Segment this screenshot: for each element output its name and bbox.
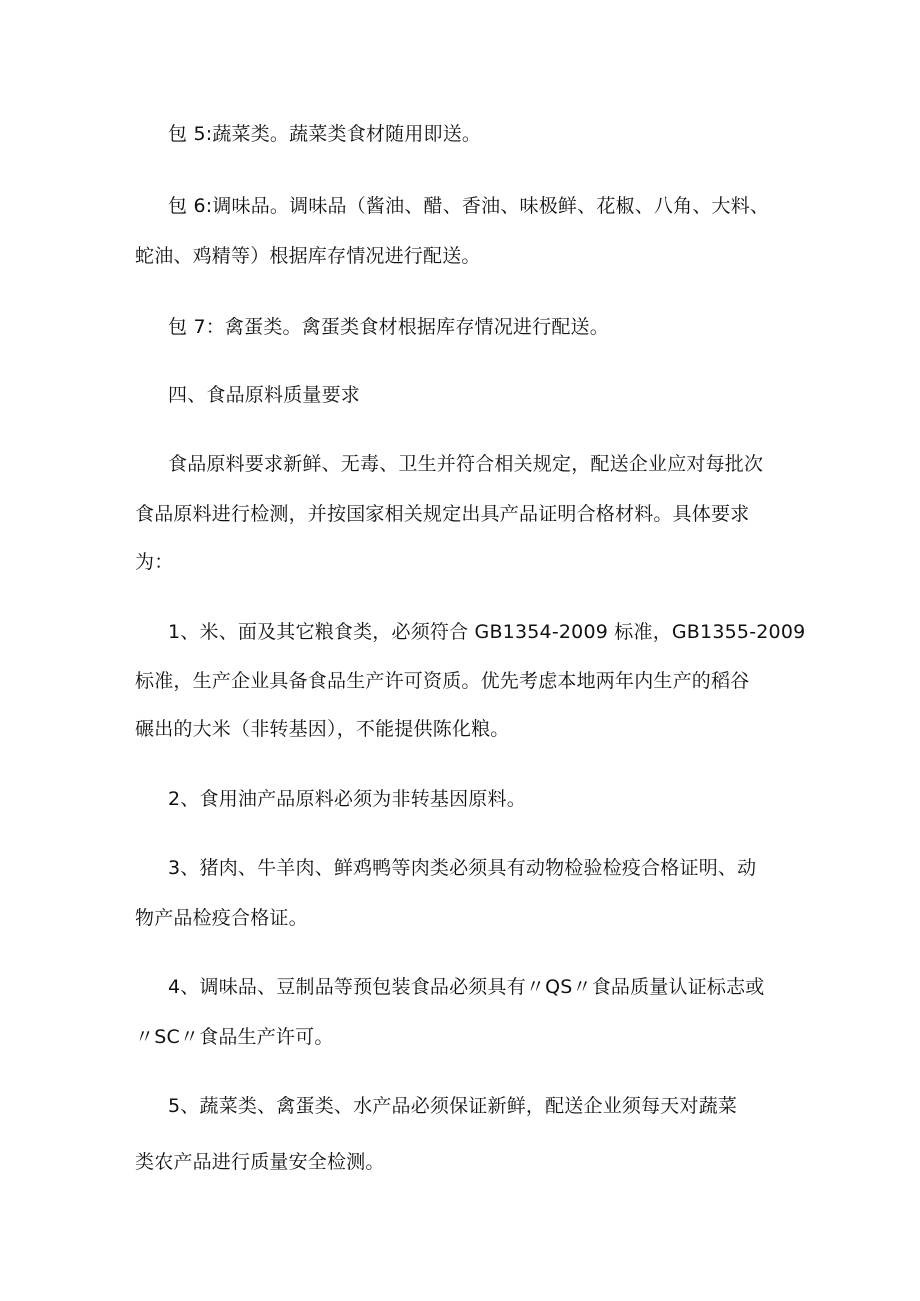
text-line-item3: 3、猪肉、牛羊肉、鲜鸡鸭等肉类必须具有动物检验检疫合格证明、动: [168, 857, 757, 879]
text-line-item4-cont: 〃SC〃食品生产许可。: [135, 1026, 334, 1048]
text-line-package6: 包 6:调味品。调味品（酱油、醋、香油、味极鲜、花椒、八角、大料、: [168, 195, 770, 217]
text-line-item2: 2、食用油产品原料必须为非转基因原料。: [168, 788, 526, 810]
text-line-item4: 4、调味品、豆制品等预包装食品必须具有〃QS〃食品质量认证标志或: [168, 976, 765, 998]
text-line-item1-end: 碾出的大米（非转基因），不能提供陈化粮。: [135, 718, 510, 740]
section-heading: 四、食品原料质量要求: [168, 384, 361, 406]
text-line-package6-cont: 蛇油、鸡精等）根据库存情况进行配送。: [135, 245, 481, 267]
text-line-item3-cont: 物产品检疫合格证。: [135, 907, 308, 929]
text-line-item1: 1、米、面及其它粮食类，必须符合 GB1354-2009 标准，GB1355-2009: [168, 621, 806, 643]
text-line-item5-cont: 类农产品进行质量安全检测。: [135, 1151, 385, 1173]
text-line-item1-cont: 标准，生产企业具备食品生产许可资质。优先考虑本地两年内生产的稻谷: [135, 670, 750, 692]
text-line-requirement-intro: 食品原料要求新鲜、无毒、卫生并符合相关规定，配送企业应对每批次: [168, 453, 764, 475]
text-line-package5: 包 5:蔬菜类。蔬菜类食材随用即送。: [168, 123, 482, 145]
text-line-package7: 包 7：禽蛋类。禽蛋类食材根据库存情况进行配送。: [168, 316, 609, 338]
text-line-requirement-intro-cont: 食品原料进行检测，并按国家相关规定出具产品证明合格材料。具体要求: [135, 503, 750, 525]
text-line-requirement-intro-end: 为：: [135, 551, 174, 573]
text-line-item5: 5、蔬菜类、禽蛋类、水产品必须保证新鲜，配送企业须每天对蔬菜: [168, 1095, 738, 1117]
